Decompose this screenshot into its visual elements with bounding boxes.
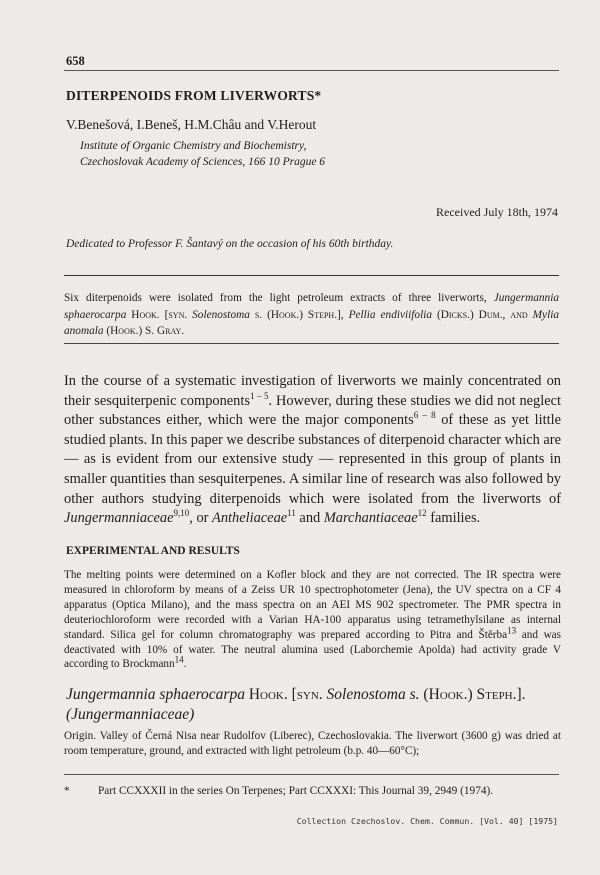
section-heading: EXPERIMENTAL AND RESULTS [66,545,240,557]
footnote-mark: * [64,785,70,797]
journal-citation: Collection Czechoslov. Chem. Commun. [Vol. 40] [1975] [296,816,558,826]
received-date: Received July 18th, 1974 [436,205,558,219]
header-rule [64,70,559,71]
page-number: 658 [66,54,85,68]
footnote-rule [64,774,559,775]
abstract: Six diterpenoids were isolated from the light petroleum extracts of three liverworts, Jungermannia sphaerocarpa Hook. [syn. Solenostoma s. (Hook.) Steph.], Pellia endiviifolia (Dicks.) Dum., and Mylia anomala (Hook.) S. Gray. [64,292,559,337]
dedication: Dedicated to Professor F. Šantavý on the occasion of his 60th birthday. [66,238,394,250]
affiliation-line-1: Institute of Organic Chemistry and Biochemistry, [80,140,307,152]
abstract-rule-top [64,275,559,276]
footnote-text: Part CCXXXII in the series On Terpenes; Part CCXXXI: This Journal 39, 2949 (1974). [98,785,494,797]
experimental-paragraph: The melting points were determined on a Kofler block and they are not corrected. The IR spectra were measured in chloroform by means of a Zeiss UR 10 spectrophotometer (Jena), the UV spectra on a CF 4 apparatus (Optica Milano), and the mass spectra on an AEI MS 902 spectrometer. The PMR spectra in deuteriochloroform were recorded with a Varian HA-100 apparatus using tetramethylsilane as internal standard. Silica gel for column chromatography was prepared according to Pitra and Štěrba$^{13}$ and was deactivated with 10% of water. The neutral alumina used (Laborchemie Apolda) had activity grade V according to Brockmann$^{14}$. [64,569,561,671]
affiliation-line-2: Czechoslovak Academy of Sciences, 166 10 Prague 6 [80,156,326,168]
introduction-paragraph: In the course of a systematic investigation of liverworts we mainly concentrated on their sesquiterpenic components$^{1 - 5}$. However, during these studies we did not neglect other substances either, which were the major components$^{6 - 8}$ of these as yet little studied plants. In this paper we describe substances of diterpenoid character which are — as is evident from our extensive study — represented in this group of plants in smaller quantities than sesquiterpenes. A similar line of research was also followed by other authors studying diterpenoids which were isolated from the liverworts of Jungermanniaceae$^{9,10}$, or Antheliaceae$^{11}$ and Marchantiaceae$^{12}$ families. [64,373,562,527]
abstract-rule-bottom [64,343,559,344]
footnote [64,785,561,797]
species-heading: Jungermannia sphaerocarpa Hook. [syn. Solenostoma s. (Hook.) Steph.]. (Jungermanniaceae) [66,686,526,723]
origin-paragraph: Origin. Valley of Černá Nisa near Rudolfov (Liberec), Czechoslovakia. The liverwort (3600 g) was dried at room temperature, ground, and extracted with light petroleum (b.p. 40—60°C); [64,730,561,757]
author-list: V.Benešová, I.Beneš, H.M.Châu and V.Herout [66,117,317,132]
article-title: DITERPENOIDS FROM LIVERWORTS* [66,88,322,103]
affiliation [80,138,325,170]
